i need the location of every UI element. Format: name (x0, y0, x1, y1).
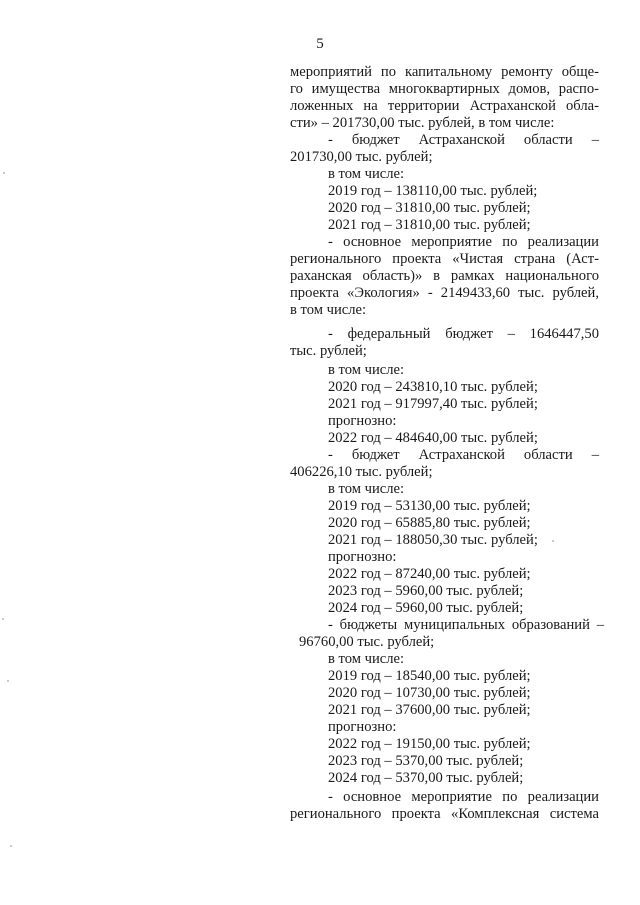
text-line: 2020 год – 31810,00 тыс. рублей; (328, 200, 531, 216)
text-line: - основное мероприятие по реализации (328, 789, 599, 805)
text-line: регионального проекта «Комплексная система (290, 806, 599, 822)
text-line: регионального проекта «Чистая страна (Аст- (290, 251, 599, 267)
text-line: сти» – 201730,00 тыс. рублей, в том числе: (290, 115, 555, 131)
text-line: в том числе: (328, 166, 405, 182)
text-line: 2023 год – 5960,00 тыс. рублей; (328, 583, 524, 599)
text-line: - федеральный бюджет – 1646447,50 (328, 326, 599, 342)
text-line: го имущества многоквартирных домов, распо- (290, 81, 599, 97)
text-line: 2021 год – 31810,00 тыс. рублей; (328, 217, 531, 233)
text-line: - основное мероприятие по реализации (328, 234, 599, 250)
text-line: 2022 год – 484640,00 тыс. рублей; (328, 430, 538, 446)
text-line: прогнозно: (328, 413, 397, 429)
text-line: в том числе: (328, 481, 405, 497)
text-line: 2021 год – 917997,40 тыс. рублей; (328, 396, 538, 412)
text-line: 2022 год – 19150,00 тыс. рублей; (328, 736, 531, 752)
text-line: 2024 год – 5370,00 тыс. рублей; (328, 770, 524, 786)
page-number: 5 (316, 36, 324, 52)
text-line: проекта «Экология» - 2149433,60 тыс. рублей, (290, 285, 599, 301)
scan-speck (10, 845, 12, 847)
text-line: 406226,10 тыс. рублей; (290, 464, 433, 480)
text-line: 2022 год – 87240,00 тыс. рублей; (328, 566, 531, 582)
text-line: 2019 год – 18540,00 тыс. рублей; (328, 668, 531, 684)
text-line: 2021 год – 188050,30 тыс. рублей; (328, 532, 538, 548)
scan-speck (3, 172, 5, 174)
text-line: прогнозно: (328, 549, 397, 565)
text-line: 2019 год – 138110,00 тыс. рублей; (328, 183, 538, 199)
text-line: в том числе: (290, 302, 367, 318)
text-line: в том числе: (328, 651, 405, 667)
text-line: - бюджет Астраханской области – (328, 447, 599, 463)
text-line: 201730,00 тыс. рублей; (290, 149, 433, 165)
text-line: мероприятий по капитальному ремонту обще- (290, 64, 599, 80)
text-line: 96760,00 тыс. рублей; (299, 634, 435, 650)
text-line: в том числе: (328, 362, 405, 378)
scan-speck (2, 618, 4, 620)
text-line: 2021 год – 37600,00 тыс. рублей; (328, 702, 531, 718)
text-line: раханская область)» в рамках национального (290, 268, 599, 284)
scan-speck (552, 540, 554, 542)
text-line: 2024 год – 5960,00 тыс. рублей; (328, 600, 524, 616)
text-line: ложенных на территории Астраханской обла- (290, 98, 599, 114)
text-line: 2020 год – 10730,00 тыс. рублей; (328, 685, 531, 701)
text-line: тыс. рублей; (290, 343, 367, 359)
text-line: 2023 год – 5370,00 тыс. рублей; (328, 753, 524, 769)
text-line: - бюджет Астраханской области – (328, 132, 599, 148)
scan-speck (7, 680, 9, 682)
text-line: 2019 год – 53130,00 тыс. рублей; (328, 498, 531, 514)
text-line: 2020 год – 243810,10 тыс. рублей; (328, 379, 538, 395)
text-line: - бюджеты муниципальных образований – (328, 617, 604, 633)
text-line: 2020 год – 65885,80 тыс. рублей; (328, 515, 531, 531)
text-line: прогнозно: (328, 719, 397, 735)
